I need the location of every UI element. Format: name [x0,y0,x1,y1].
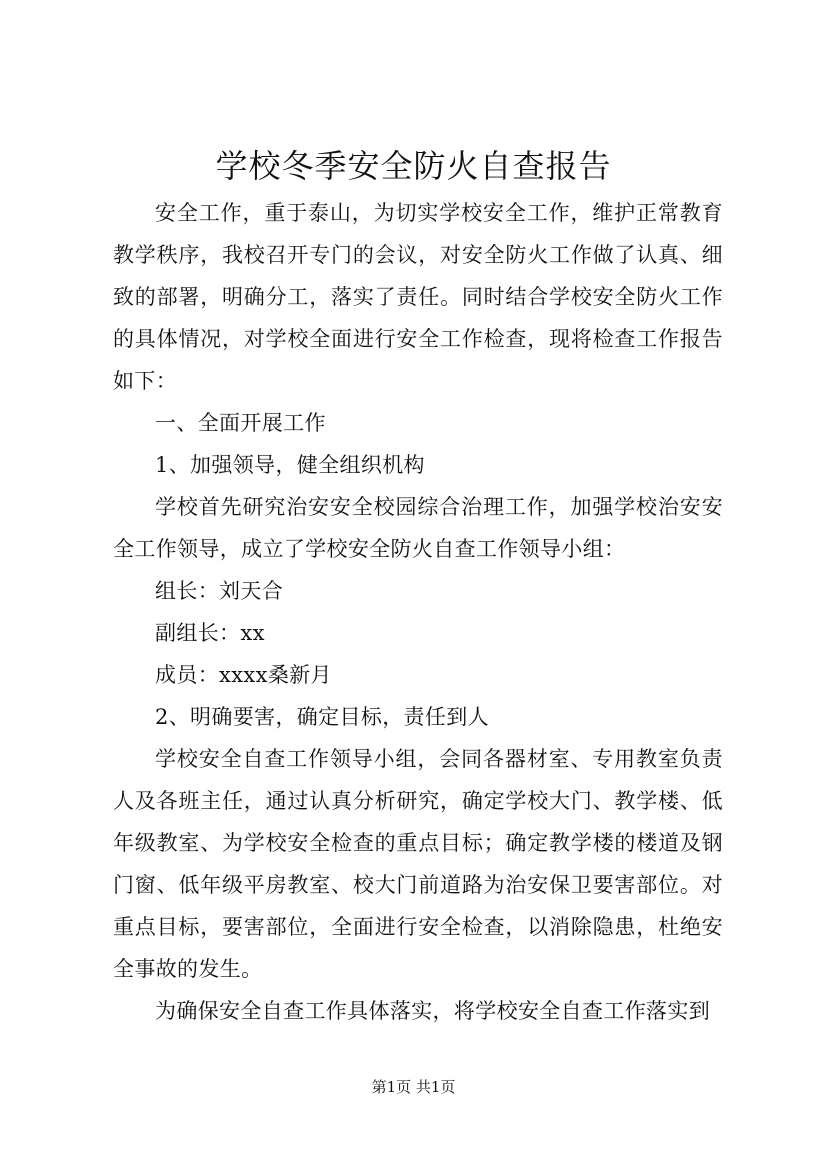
document-body [113,192,723,1032]
page-number: 第1页 共1页 [371,1078,456,1096]
paragraph-intro: 安全工作，重于泰山，为切实学校安全工作，维护正常教育教学秩序，我校召开专门的会议，对安全防火工作做了认真、细致的部署，明确分工，落实了责任。同时结合学校安全防火工作的具体情况，对学校全面进行安全工作检查，现将检查工作报告如下： [113,201,723,393]
team-leader-line: 组长：刘天合 [155,579,284,603]
paragraph-targets: 学校安全自查工作领导小组，会同各器材室、专用教室负责人及各班主任，通过认真分析研究，确定学校大门、教学楼、低年级教室、为学校安全检查的重点目标；确定教学楼的楼道及钢门窗、低年级平房教室、校大门前道路为治安保卫要害部位。对重点目标，要害部位，全面进行安全检查，以消除隐患，杜绝安全事故的发生。 [113,747,723,981]
subsection-heading-2: 2、明确要害，确定目标，责任到人 [155,705,489,729]
subsection-heading-1: 1、加强领导，健全组织机构 [155,453,425,477]
document-title: 学校冬季安全防火自查报告 [215,147,612,185]
section-heading-1: 一、全面开展工作 [155,411,326,435]
paragraph-implementation: 为确保安全自查工作具体落实，将学校安全自查工作落实到 [155,999,711,1023]
members-line: 成员：xxxx桑新月 [155,663,332,687]
paragraph-leadership: 学校首先研究治安安全校园综合治理工作，加强学校治安安全工作领导，成立了学校安全防火自查工作领导小组： [113,495,723,561]
deputy-leader-line: 副组长：xx [155,621,265,645]
